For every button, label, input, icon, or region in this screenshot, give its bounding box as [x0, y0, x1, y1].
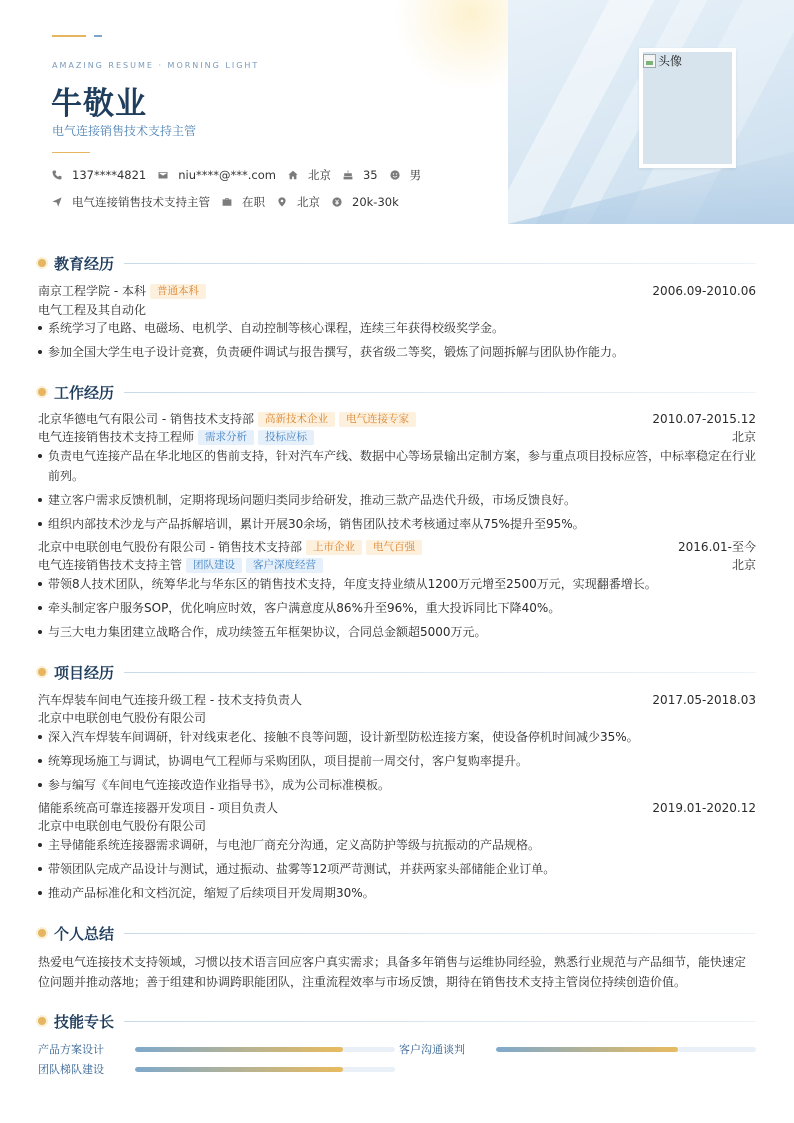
work-city: 北京 — [731, 558, 756, 572]
work-company: 北京中电联创电气股份有限公司 - 销售技术支持部 — [38, 540, 302, 554]
section-title: 项目经历 — [54, 663, 115, 682]
section-skills-header — [38, 1012, 756, 1030]
email-item — [158, 168, 276, 182]
project-org: 北京中电联创电气股份有限公司 — [38, 711, 207, 725]
skill-name: 团队梯队建设 — [38, 1063, 104, 1076]
section-dot — [38, 259, 46, 267]
skill-name: 客户沟通谈判 — [399, 1043, 465, 1056]
project-bullet: 参与编写《车间电气连接改造作业指导书》，成为公司标准模板。 — [38, 775, 756, 795]
skill-bar-fill — [135, 1067, 343, 1072]
job-status-item — [222, 194, 265, 210]
home-icon — [288, 170, 298, 180]
skill-name: 产品方案设计 — [38, 1043, 104, 1056]
work-date: 2010.07-2015.12 — [652, 412, 756, 426]
broken-image-icon — [643, 54, 656, 68]
phone-text: 137****4821 — [72, 168, 147, 182]
gender-item — [390, 167, 422, 183]
target-city-item — [277, 194, 320, 210]
education-tag: 普通本科 — [150, 284, 206, 299]
role-tag: 客户深度经营 — [246, 558, 323, 573]
name-divider — [52, 152, 90, 153]
project-date: 2017.05-2018.03 — [652, 693, 756, 707]
work-bullet: 牵头制定客户服务SOP，优化响应时效，客户满意度从86%升至96%，重大投诉同比下降40%。 — [38, 598, 756, 618]
email-text: niu****@***.com — [178, 168, 276, 182]
section-dot — [38, 929, 46, 937]
briefcase-icon — [222, 197, 232, 207]
section-dot — [38, 388, 46, 396]
home-city-item — [288, 167, 331, 183]
education-bullet: 参加全国大学生电子设计竞赛，负责硬件调试与报告撰写，获省级二等奖，锻炼了问题拆解与团队协作能力。 — [38, 342, 756, 362]
summary-text: 热爱电气连接技术支持领域，习惯以技术语言回应客户真实需求；具备多年销售与运维协同经验，熟悉行业规范与产品细节，能快速定位问题并推动落地；善于组建和协调跨职能团队，注重流程效率与市场反馈，期待在销售技术支持主管岗位持续创造价值。 — [38, 955, 747, 989]
header-tagline: AMAZING RESUME · MORNING LIGHT — [52, 61, 260, 70]
section-work-header — [38, 383, 756, 401]
candidate-name: 牛敬业 — [51, 86, 147, 122]
section-rule — [124, 263, 756, 264]
work-role: 电气连接销售技术支持主管 — [38, 558, 183, 572]
work-bullet: 组织内部技术沙龙与产品拆解培训，累计开展30余场，销售团队技术考核通过率从75%提升至95%。 — [38, 514, 756, 534]
skill-item — [38, 1062, 395, 1076]
gender-text: 男 — [409, 168, 422, 182]
section-title: 教育经历 — [54, 254, 115, 273]
project-date: 2019.01-2020.12 — [652, 801, 756, 815]
section-rule — [124, 933, 756, 934]
contact-row-1 — [52, 168, 433, 182]
project-bullet: 主导储能系统连接器需求调研，与电池厂商充分沟通，定义高防护等级与抗振动的产品规格。 — [38, 835, 756, 855]
work-bullet: 与三大电力集团建立战略合作，成功续签五年框架协议，合同总金额超5000万元。 — [38, 622, 756, 642]
project-org-line — [38, 710, 756, 727]
education-school-line — [38, 283, 756, 300]
project-bullet: 带领团队完成产品设计与测试，通过振动、盐雾等12项严苛测试，并获两家头部储能企业订单。 — [38, 859, 756, 879]
role-tag: 投标应标 — [258, 430, 314, 445]
target-role-item — [52, 194, 210, 210]
education-school: 南京工程学院 - 本科 — [38, 284, 146, 298]
salary-icon — [332, 197, 342, 207]
skill-bar — [135, 1067, 395, 1072]
skill-bar-fill — [135, 1047, 343, 1052]
project-name: 汽车焊装车间电气连接升级工程 - 技术支持负责人 — [38, 693, 302, 707]
skill-item — [399, 1042, 756, 1056]
education-major-line — [38, 302, 756, 319]
work-role-line — [38, 557, 756, 574]
section-dot — [38, 668, 46, 676]
company-tag: 电气百强 — [366, 540, 422, 555]
work-role: 电气连接销售技术支持工程师 — [38, 430, 195, 444]
company-tag: 电气连接专家 — [339, 412, 416, 427]
project-name: 储能系统高可靠连接器开发项目 - 项目负责人 — [38, 801, 278, 815]
education-bullet: 系统学习了电路、电磁场、电机学、自动控制等核心课程，连续三年获得校级奖学金。 — [38, 318, 756, 338]
avatar-frame — [639, 48, 736, 168]
send-icon — [52, 197, 62, 207]
project-name-line — [38, 692, 756, 709]
section-summary-header — [38, 924, 756, 942]
project-org-line — [38, 818, 756, 835]
cake-icon — [343, 170, 353, 180]
section-title: 技能专长 — [54, 1012, 115, 1031]
resume-header — [0, 0, 794, 224]
company-tag: 高新技术企业 — [258, 412, 335, 427]
education-date: 2006.09-2010.06 — [652, 284, 756, 298]
work-company-line — [38, 411, 756, 428]
person-icon — [390, 170, 400, 180]
work-bullet: 建立客户需求反馈机制，定期将现场问题归类同步给研发，推动三款产品迭代升级，市场反馈良好。 — [38, 490, 756, 510]
section-education-header — [38, 254, 756, 272]
role-tag: 团队建设 — [186, 558, 242, 573]
avatar-alt-text: 头像 — [658, 54, 683, 68]
section-title: 个人总结 — [54, 924, 115, 943]
work-company-line — [38, 539, 756, 556]
job-status-text: 在职 — [242, 195, 265, 209]
work-role-line — [38, 429, 756, 446]
project-bullet: 推动产品标准化和文档沉淀，缩短了后续项目开发周期30%。 — [38, 883, 756, 903]
project-org: 北京中电联创电气股份有限公司 — [38, 819, 207, 833]
role-tag: 需求分析 — [198, 430, 254, 445]
candidate-title: 电气连接销售技术支持主管 — [52, 124, 197, 138]
avatar-placeholder — [643, 52, 682, 69]
skill-bar-fill — [496, 1047, 678, 1052]
education-major: 电气工程及其自动化 — [38, 303, 147, 317]
work-bullet: 带领8人技术团队，统筹华北与华东区的销售技术支持，年度支持业绩从1200万元增至2500万元，实现翻番增长。 — [38, 574, 756, 594]
section-dot — [38, 1017, 46, 1025]
skill-bar — [135, 1047, 395, 1052]
salary-item — [332, 195, 399, 209]
project-bullet: 统筹现场施工与调试，协调电气工程师与采购团队，项目提前一周交付，客户复购率提升。 — [38, 751, 756, 771]
work-company: 北京华德电气有限公司 - 销售技术支持部 — [38, 412, 254, 426]
section-projects-header — [38, 663, 756, 681]
target-city-text: 北京 — [297, 195, 320, 209]
phone-item — [52, 168, 146, 182]
work-date: 2016.01-至今 — [678, 540, 756, 554]
section-rule — [124, 392, 756, 393]
age-text: 35 — [362, 168, 378, 182]
section-title: 工作经历 — [54, 383, 115, 402]
project-bullet: 深入汽车焊装车间调研，针对线束老化、接触不良等问题，设计新型防松连接方案，使设备停机时间减少35%。 — [38, 727, 756, 747]
home-city-text: 北京 — [307, 168, 331, 182]
target-role-text: 电气连接销售技术支持主管 — [72, 195, 210, 209]
skill-item — [38, 1042, 395, 1056]
work-bullet: 负责电气连接产品在华北地区的售前支持，针对汽车产线、数据中心等场景输出定制方案，参与重点项目投标应答，中标率稳定在行业前列。 — [38, 446, 756, 486]
skill-bar — [496, 1047, 756, 1052]
project-name-line — [38, 800, 756, 817]
age-item — [343, 168, 378, 182]
mail-icon — [158, 170, 168, 180]
section-rule — [124, 1021, 756, 1022]
contact-row-2 — [52, 195, 411, 209]
salary-text: 20k-30k — [352, 195, 399, 209]
location-pin-icon — [277, 197, 287, 207]
company-tag: 上市企业 — [306, 540, 362, 555]
phone-icon — [52, 170, 62, 180]
work-city: 北京 — [731, 430, 756, 444]
avatar — [643, 52, 732, 164]
section-rule — [124, 672, 756, 673]
